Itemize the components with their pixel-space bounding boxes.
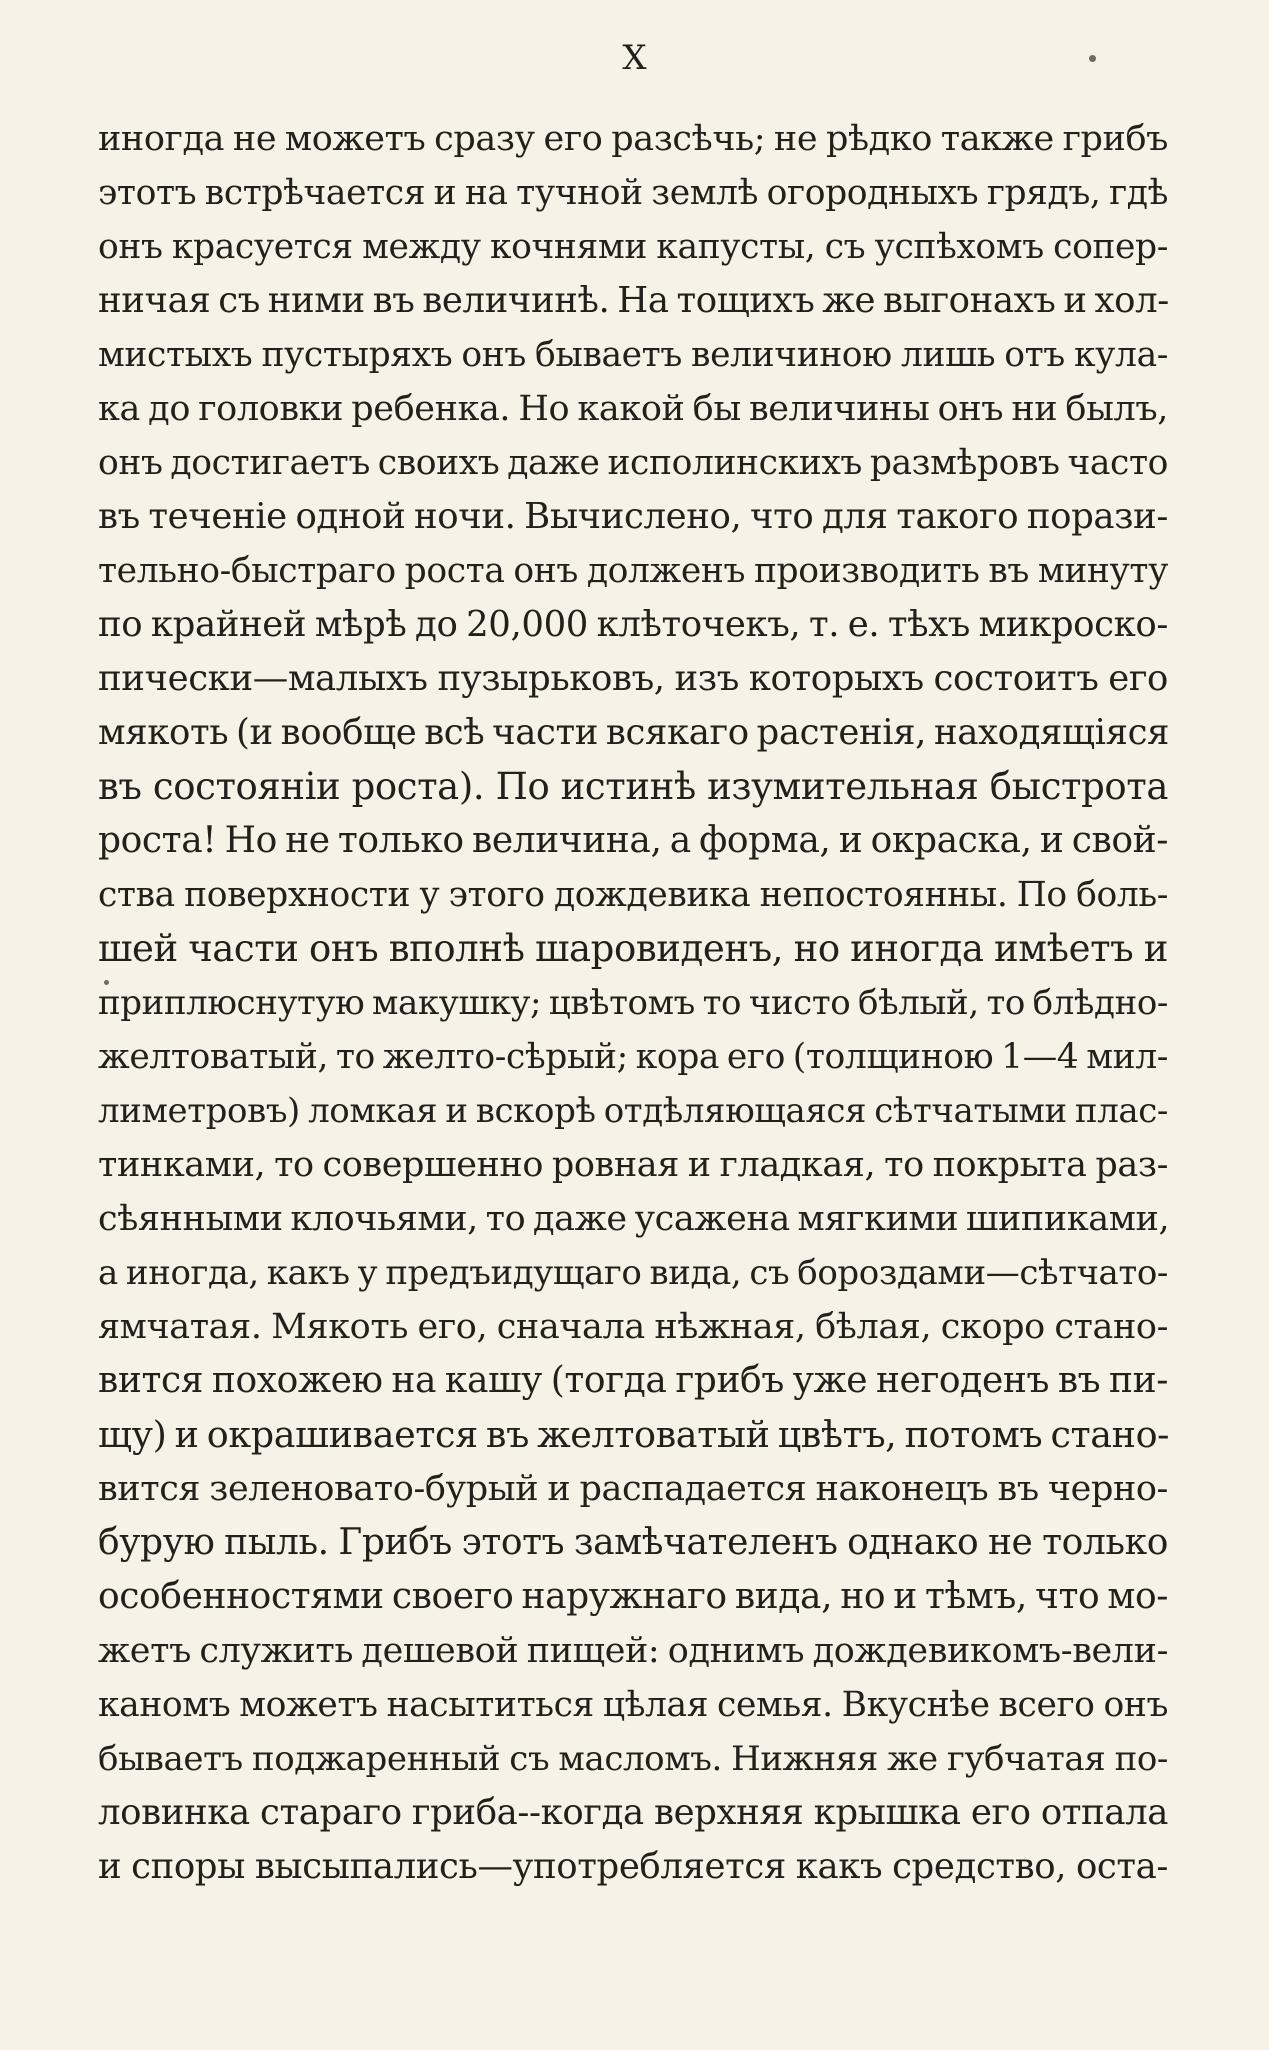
text-line: бурую пыль. Грибъ этотъ замѣчателенъ однако не только <box>98 1522 1168 1563</box>
text-line: ка до головки ребенка. Но какой бы величины онъ ни былъ, <box>98 389 1168 429</box>
text-line: тинками, то совершенно ровная и гладкая, то покрыта раз- <box>98 1145 1168 1185</box>
text-line: онъ красуется между кочнями капусты, съ успѣхомъ сопер- <box>98 227 1168 267</box>
text-line: желтоватый, то желто-сѣрый; кора его (толщиною 1—4 мил- <box>98 1037 1168 1077</box>
text-line: по крайней мѣрѣ до 20,000 клѣточекъ, т. е. тѣхъ микроско- <box>98 604 1168 645</box>
text-line: ничая съ ними въ величинѣ. На тощихъ же выгонахъ и хол- <box>98 280 1169 321</box>
page-number: X <box>622 38 647 78</box>
text-line: ямчатая. Мякоть его, сначала нѣжная, бѣлая, скоро стано- <box>98 1307 1168 1347</box>
text-line: мистыхъ пустыряхъ онъ бываетъ величиною лишь отъ кула- <box>98 335 1168 375</box>
text-line: щу) и окрашивается въ желтоватый цвѣтъ, потомъ стано- <box>98 1413 1170 1456</box>
text-line: онъ достигаетъ своихъ даже исполинскихъ размѣровъ часто <box>98 443 1168 483</box>
text-line: ловинка стараго гриба--когда верхняя крышка его отпала <box>98 1792 1168 1833</box>
body-text <box>98 112 1168 1894</box>
text-line: мякоть (и вообще всѣ части всякаго растенія, находящіяся <box>98 712 1170 753</box>
text-line: роста! Но не только величина, а форма, и окраска, и свой- <box>98 820 1168 861</box>
text-line: и споры высыпались—употребляется какъ средство, оста- <box>98 1846 1168 1887</box>
text-line: а иногда, какъ у предъидущаго вида, съ бороздами—сѣтчато- <box>98 1253 1168 1293</box>
text-line: въ состояніи роста). По истинѣ изумительная быстрота <box>98 765 1168 808</box>
text-line: тельно-быстраго роста онъ долженъ производить въ минуту <box>98 551 1168 591</box>
text-line: сѣянными клочьями, то даже усажена мягкими шипиками, <box>98 1199 1170 1239</box>
text-line: лиметровъ) ломкая и вскорѣ отдѣляющаяся сѣтчатыми плас- <box>98 1091 1168 1131</box>
text-line: вится похожею на кашу (тогда грибъ уже негоденъ въ пи- <box>98 1360 1168 1401</box>
text-line: этотъ встрѣчается и на тучной землѣ огородныхъ грядъ, гдѣ <box>98 173 1168 213</box>
text-line: особенностями своего наружнаго вида, но и тѣмъ, что мо- <box>98 1576 1168 1617</box>
text-line: пически—малыхъ пузырьковъ, изъ которыхъ состоитъ его <box>98 658 1168 699</box>
text-line: вится зеленовато-бурый и распадается наконецъ въ черно- <box>98 1469 1168 1509</box>
text-line: иногда не можетъ сразу его разсѣчь; не рѣдко также грибъ <box>98 119 1168 159</box>
text-line: въ теченіе одной ночи. Вычислено, что для такого порази- <box>98 496 1168 537</box>
text-line: приплюснутую макушку; цвѣтомъ то чисто бѣлый, то блѣдно- <box>98 983 1168 1023</box>
text-line: жетъ служить дешевой пищей: однимъ дождевикомъ-вели- <box>98 1631 1168 1671</box>
text-line: шей части онъ вполнѣ шаровиденъ, но иногда имѣетъ и <box>98 927 1168 970</box>
text-line: бываетъ поджаренный съ масломъ. Нижняя же губчатая по- <box>98 1739 1168 1779</box>
text-line: ства поверхности у этого дождевика непостоянны. По боль- <box>98 875 1168 915</box>
text-line: каномъ можетъ насытиться цѣлая семья. Вкуснѣе всего онъ <box>98 1685 1168 1725</box>
